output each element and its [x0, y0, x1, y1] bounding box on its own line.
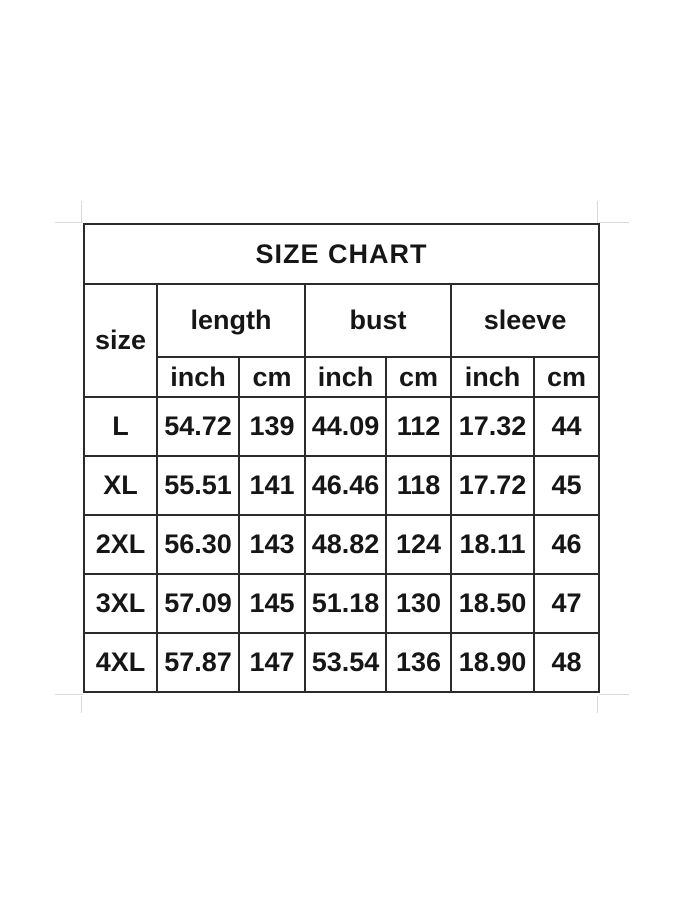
gridline-stub [597, 696, 598, 713]
length-inch-cell: 55.51 [157, 456, 239, 515]
bust-inch-cell: 51.18 [305, 574, 386, 633]
table-row-4XL [84, 633, 599, 692]
sleeve-inch-cell: 17.72 [451, 456, 534, 515]
table-row-2XL [84, 515, 599, 574]
length-inch-cell: 57.87 [157, 633, 239, 692]
bust-inch-cell: 53.54 [305, 633, 386, 692]
sleeve-inch-cell: 17.32 [451, 397, 534, 456]
bust-cm-cell: 124 [386, 515, 451, 574]
table-row-L [84, 397, 599, 456]
length-inch-header: inch [157, 357, 239, 397]
gridline-stub [81, 696, 82, 713]
sleeve-cm-cell: 46 [534, 515, 599, 574]
length-cm-cell: 141 [239, 456, 305, 515]
size-cell: 4XL [84, 633, 157, 692]
gridline-stub [55, 694, 83, 695]
sleeve-group-header: sleeve [451, 284, 599, 357]
length-inch-cell: 57.09 [157, 574, 239, 633]
length-cm-cell: 143 [239, 515, 305, 574]
length-group-header: length [157, 284, 305, 357]
chart-title: SIZE CHART [84, 224, 599, 284]
gridline-stub [597, 201, 598, 223]
title-row [84, 224, 599, 284]
bust-inch-cell: 44.09 [305, 397, 386, 456]
size-chart-table [83, 223, 600, 693]
gridline-stub [81, 201, 82, 223]
sleeve-inch-cell: 18.90 [451, 633, 534, 692]
group-header-row [84, 284, 599, 357]
length-cm-header: cm [239, 357, 305, 397]
sleeve-cm-cell: 45 [534, 456, 599, 515]
size-column-header: size [84, 284, 157, 397]
bust-inch-cell: 48.82 [305, 515, 386, 574]
size-cell: L [84, 397, 157, 456]
length-cm-cell: 145 [239, 574, 305, 633]
sleeve-inch-cell: 18.50 [451, 574, 534, 633]
unit-header-row [84, 357, 599, 397]
gridline-stub [599, 694, 629, 695]
sleeve-cm-cell: 47 [534, 574, 599, 633]
bust-cm-cell: 136 [386, 633, 451, 692]
bust-inch-header: inch [305, 357, 386, 397]
bust-cm-cell: 112 [386, 397, 451, 456]
sleeve-cm-header: cm [534, 357, 599, 397]
size-cell: 2XL [84, 515, 157, 574]
bust-group-header: bust [305, 284, 451, 357]
gridline-stub [55, 222, 83, 223]
size-cell: 3XL [84, 574, 157, 633]
size-cell: XL [84, 456, 157, 515]
bust-cm-cell: 130 [386, 574, 451, 633]
bust-inch-cell: 46.46 [305, 456, 386, 515]
sleeve-inch-header: inch [451, 357, 534, 397]
bust-cm-header: cm [386, 357, 451, 397]
length-inch-cell: 56.30 [157, 515, 239, 574]
length-inch-cell: 54.72 [157, 397, 239, 456]
length-cm-cell: 147 [239, 633, 305, 692]
length-cm-cell: 139 [239, 397, 305, 456]
sleeve-inch-cell: 18.11 [451, 515, 534, 574]
sleeve-cm-cell: 48 [534, 633, 599, 692]
gridline-stub [599, 222, 629, 223]
table-row-3XL [84, 574, 599, 633]
sleeve-cm-cell: 44 [534, 397, 599, 456]
table-row-XL [84, 456, 599, 515]
bust-cm-cell: 118 [386, 456, 451, 515]
